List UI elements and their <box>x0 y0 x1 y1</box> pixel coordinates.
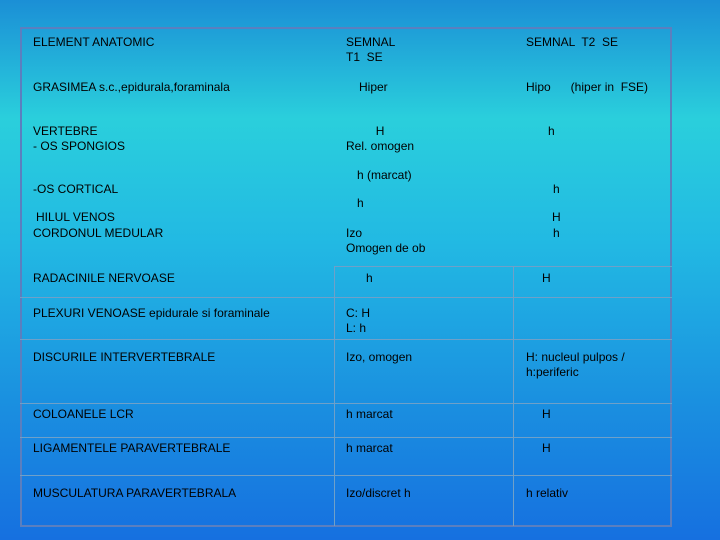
column-divider <box>513 266 514 526</box>
header-t2: SEMNAL T2 SE <box>526 35 619 49</box>
row-divider <box>20 475 672 476</box>
cell-element: CORDONUL MEDULAR <box>33 226 164 240</box>
cell-t2: H: nucleul pulpos / h:periferic <box>526 350 625 379</box>
cell-t1: h marcat <box>346 407 393 421</box>
cell-t1: h marcat <box>346 441 393 455</box>
row-divider <box>20 403 672 404</box>
row-divider <box>20 437 672 438</box>
cell-t2: H <box>542 441 551 455</box>
row-divider <box>20 297 672 298</box>
cell-t2: H <box>552 210 561 224</box>
cell-t2: h relativ <box>526 486 569 500</box>
cell-element: HILUL VENOS <box>36 210 115 224</box>
cell-element: MUSCULATURA PARAVERTEBRALA <box>33 486 237 500</box>
cell-t2: h <box>548 124 555 138</box>
cell-element: RADACINILE NERVOASE <box>33 271 175 285</box>
cell-element: DISCURILE INTERVERTEBRALE <box>33 350 216 364</box>
cell-t1: h (marcat) <box>357 168 412 182</box>
cell-t2: H <box>542 407 551 421</box>
header-element: ELEMENT ANATOMIC <box>33 35 155 49</box>
cell-t1: Hiper <box>359 80 388 94</box>
cell-element: GRASIMEA s.c.,epidurala,foraminala <box>33 80 230 94</box>
cell-t2: h <box>553 226 560 240</box>
cell-element: LIGAMENTELE PARAVERTEBRALE <box>33 441 231 455</box>
cell-t2: H <box>542 271 551 285</box>
cell-t1: H Rel. omogen <box>346 124 415 153</box>
row-divider <box>334 266 672 267</box>
column-divider <box>334 266 335 526</box>
cell-t1: h <box>366 271 373 285</box>
cell-t1: C: H L: h <box>346 306 370 335</box>
cell-t1: Izo, omogen <box>346 350 413 364</box>
cell-element: VERTEBRE - OS SPONGIOS <box>33 124 126 153</box>
cell-element: COLOANELE LCR <box>33 407 134 421</box>
cell-element: -OS CORTICAL <box>33 182 119 196</box>
cell-t1: Izo/discret h <box>346 486 411 500</box>
cell-t1: h <box>357 196 364 210</box>
cell-t1: Izo Omogen de ob <box>346 226 426 255</box>
header-t1: SEMNAL T1 SE <box>346 35 396 64</box>
cell-element: PLEXURI VENOASE epidurale si foraminale <box>33 306 270 320</box>
row-divider <box>20 339 672 340</box>
cell-t2: Hipo (hiper in FSE) <box>526 80 649 94</box>
cell-t2: h <box>553 182 560 196</box>
